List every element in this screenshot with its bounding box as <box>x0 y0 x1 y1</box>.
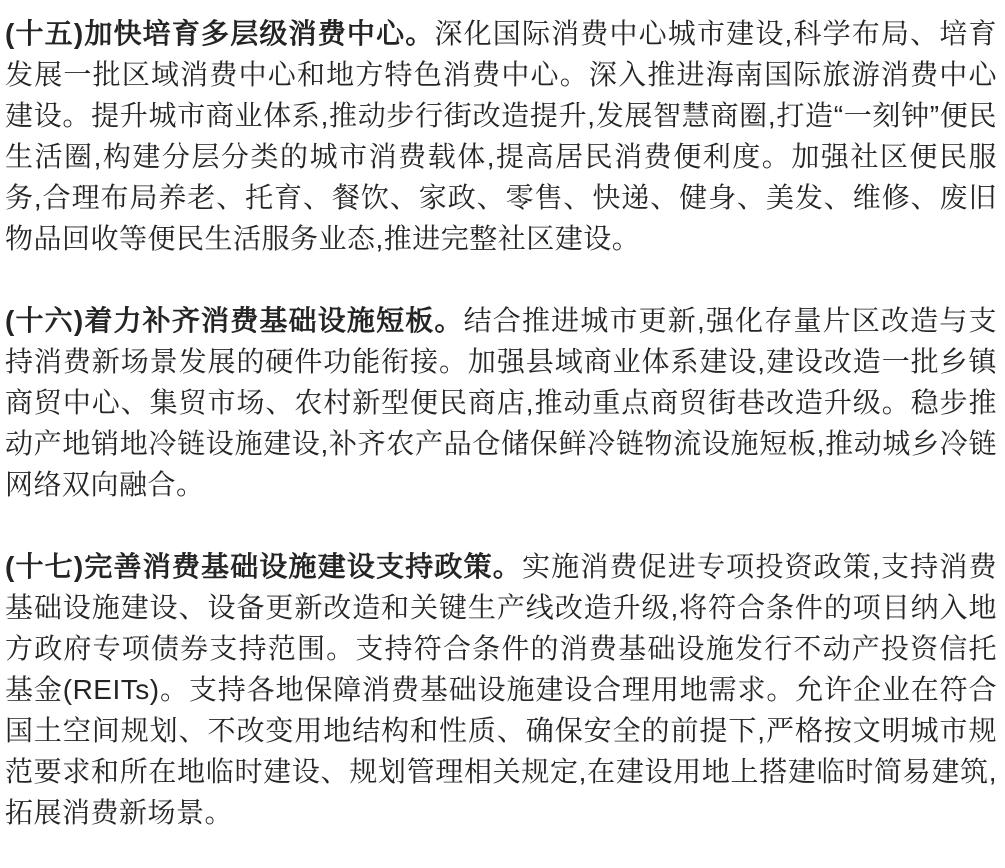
paragraph-item-15-body: 深化国际消费中心城市建设,科学布局、培育发展一批区域消费中心和地方特色消费中心。深入推进海南国际旅游消费中心建设。提升城市商业体系,推动步行街改造提升,发展智慧商圈,打造“一刻钟”便民生活圈,构建分层分类的城市消费载体,提高居民消费便利度。加强社区便民服务,合理布局养老、托育、餐饮、家政、零售、快递、健身、美发、维修、废旧物品回收等便民生活服务业态,推进完整社区建设。 <box>5 18 997 254</box>
paragraph-item-17-body: 实施消费促进专项投资政策,支持消费基础设施建设、设备更新改造和关键生产线改造升级,将符合条件的项目纳入地方政府专项债券支持范围。支持符合条件的消费基础设施发行不动产投资信托基金(REITs)。支持各地保障消费基础设施建设合理用地需求。允许企业在符合国土空间规划、不改变用地结构和性质、确保安全的前提下,严格按文明城市规范要求和所在地临时建设、规划管理相关规定,在建设用地上搭建临时简易建筑,拓展消费新场景。 <box>5 551 998 828</box>
paragraph-item-17 <box>5 546 997 833</box>
paragraph-item-17-heading: (十七)完善消费基础设施建设支持政策。 <box>5 551 522 582</box>
paragraph-item-16-body: 结合推进城市更新,强化存量片区改造与支持消费新场景发展的硬件功能衔接。加强县域商业体系建设,建设改造一批乡镇商贸中心、集贸市场、农村新型便民商店,推动重点商贸街巷改造升级。稳步推动产地销地冷链设施建设,补齐农产品仓储保鲜冷链物流设施短板,推动城乡冷链网络双向融合。 <box>5 305 997 500</box>
paragraph-item-15 <box>5 13 997 259</box>
paragraph-item-16 <box>5 300 997 505</box>
paragraph-item-16-heading: (十六)着力补齐消费基础设施短板。 <box>5 305 464 336</box>
paragraph-item-15-heading: (十五)加快培育多层级消费中心。 <box>5 18 435 49</box>
